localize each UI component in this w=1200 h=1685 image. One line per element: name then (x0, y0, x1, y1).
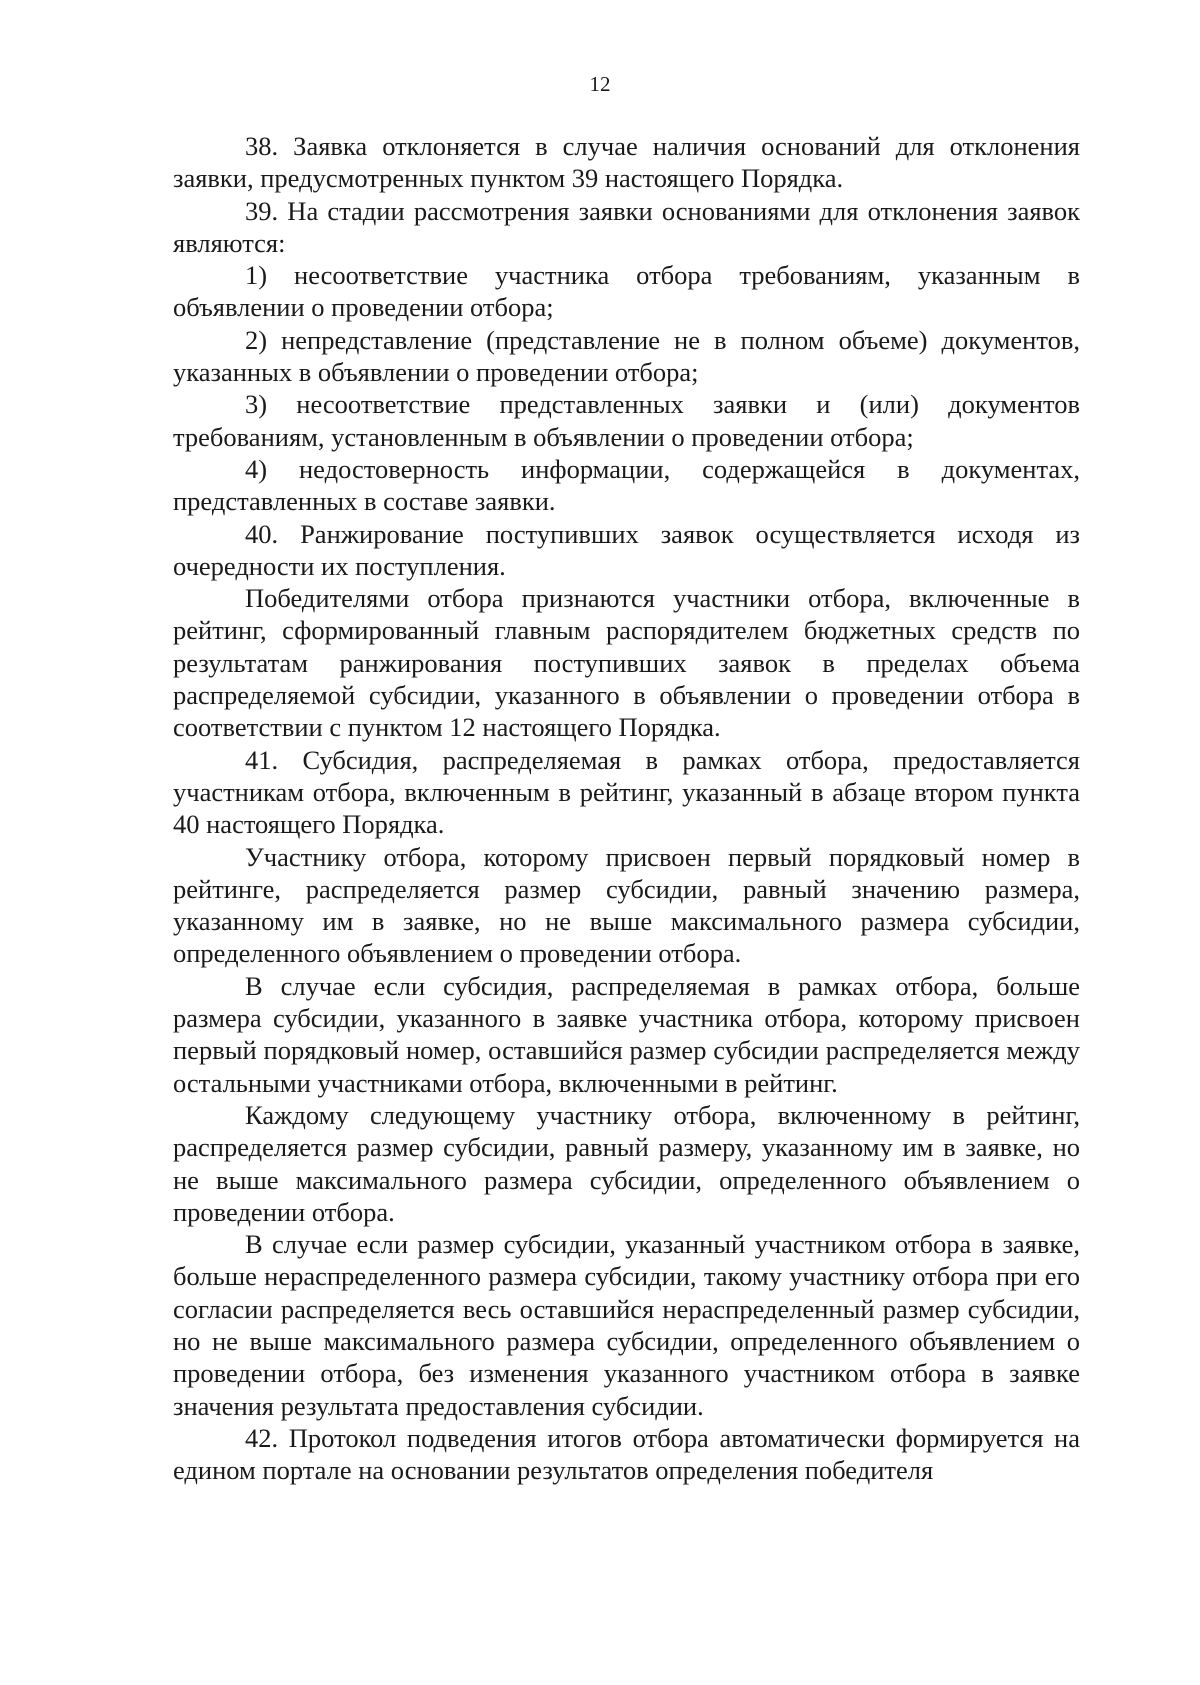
paragraph-41-first-participant: Участнику отбора, которому присвоен первый порядковый номер в рейтинге, распределяется размер субсидии, равный значению размера, указанному им в заявке, но не выше максимального размера субсидии, определенного объявлением о проведении отбора. (173, 841, 1080, 969)
paragraph-41-remaining-subsidy: В случае если субсидия, распределяемая в рамках отбора, больше размера субсидии, указанного в заявке участника отбора, которому присвоен первый порядковый номер, оставшийся размер субсидии распределяется между остальными участниками отбора, включенными в рейтинг. (173, 970, 1080, 1098)
paragraph-38: 38. Заявка отклоняется в случае наличия оснований для отклонения заявки, предусмотренных пунктом 39 настоящего Порядка. (173, 131, 1080, 194)
paragraph-41-undistributed: В случае если размер субсидии, указанный участником отбора в заявке, больше нераспределенного размера субсидии, такому участнику отбора при его согласии распределяется весь оставшийся нераспределенный размер субсидии, но не выше максимального размера субсидии, определенного объявлением о проведении отбора, без изменения указанного участником отбора в заявке значения результата предоставления субсидии. (173, 1229, 1080, 1421)
paragraph-40: 40. Ранжирование поступивших заявок осуществляется исходя из очередности их поступления. (173, 518, 1080, 581)
paragraph-42: 42. Протокол подведения итогов отбора автоматически формируется на едином портале на основании результатов определения победителя (173, 1422, 1080, 1486)
paragraph-40-winners: Победителями отбора признаются участники отбора, включенные в рейтинг, сформированный главным распорядителем бюджетных средств по результатам ранжирования поступивших заявок в пределах объема распределяемой субсидии, указанного в объявлении о проведении отбора в соответствии с пунктом 12 настоящего Порядка. (173, 583, 1080, 743)
paragraph-39-item-1: 1) несоответствие участника отбора требованиям, указанным в объявлении о проведении отбора; (173, 260, 1080, 323)
paragraph-41-next-participants: Каждому следующему участнику отбора, включенному в рейтинг, распределяется размер субсидии, равный размеру, указанному им в заявке, но не выше максимального размера субсидии, определенного объявлением о проведении отбора. (173, 1099, 1080, 1227)
paragraph-39-item-2: 2) непредставление (представление не в полном объеме) документов, указанных в объявлении о проведении отбора; (173, 324, 1080, 388)
paragraph-41: 41. Субсидия, распределяемая в рамках отбора, предоставляется участникам отбора, включенным в рейтинг, указанный в абзаце втором пункта 40 настоящего Порядка. (173, 744, 1080, 840)
paragraph-39-item-3: 3) несоответствие представленных заявки и (или) документов требованиям, установленным в объявлении о проведении отбора; (173, 389, 1080, 452)
document-body (173, 130, 1080, 1486)
page-number: 12 (589, 72, 611, 96)
paragraph-39-item-4: 4) недостоверность информации, содержащейся в документах, представленных в составе заявки. (173, 453, 1080, 517)
paragraph-39: 39. На стадии рассмотрения заявки основаниями для отклонения заявок являются: (173, 195, 1080, 258)
